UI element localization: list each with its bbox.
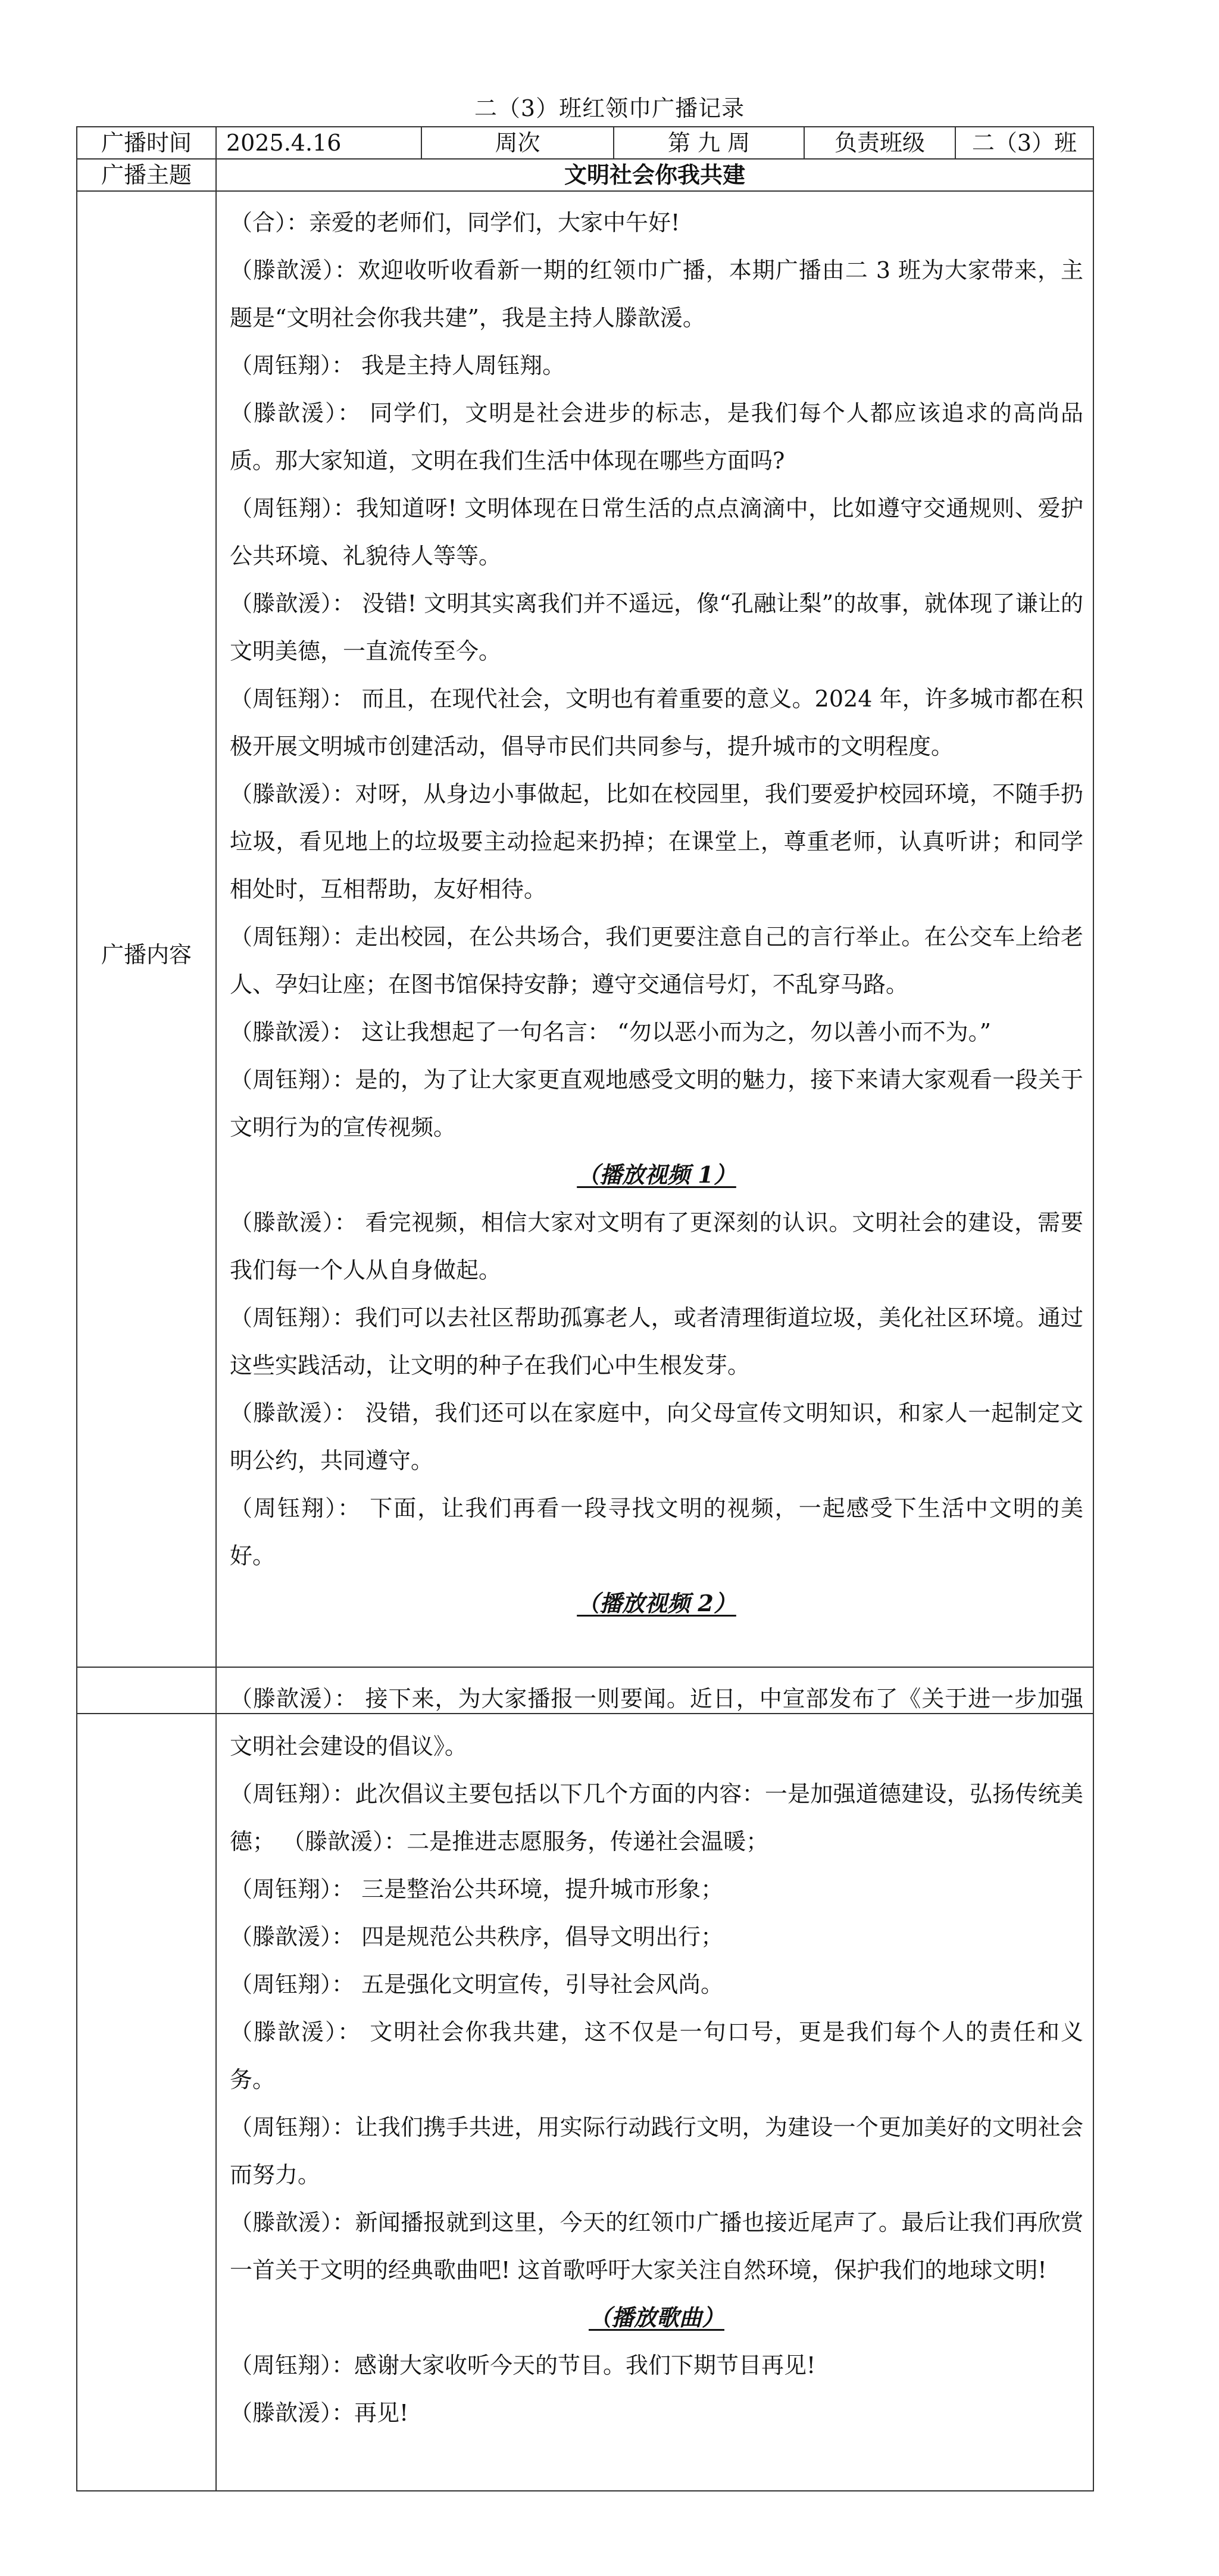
content-row <box>77 191 1093 1714</box>
dialogue-line: （滕歆湲）：再见! <box>230 2400 409 2426</box>
stage-direction: （播放视频 1） <box>577 1161 736 1188</box>
dialogue-line: （周钰翔）： 三是整治公共环境，提升城市形象； <box>230 1876 724 1902</box>
dialogue-line: （滕歆湲）： 同学们，文明是社会进步的标志，是我们每个人都应该追求的高尚品质。那大家知道，文明在我们生活中体现在哪些方面吗? <box>230 400 1083 474</box>
dialogue-line: （周钰翔）：是的，为了让大家更直观地感受文明的魅力，接下来请大家观看一段关于文明行为的宣传视频。 <box>230 1067 1083 1140</box>
dialogue-line: （周钰翔）：感谢大家收听今天的节目。我们下期节目再见! <box>230 2352 816 2378</box>
header-row <box>77 127 1093 159</box>
dialogue-line: （滕歆湲）： 这让我想起了一句名言： “勿以恶小而为之，勿以善小而不为。” <box>230 1019 992 1045</box>
broadcast-theme-value: 文明社会你我共建 <box>216 159 1093 191</box>
dialogue-line: （滕歆湲）： 没错，我们还可以在家庭中，向父母宣传文明知识，和家人一起制定文明公约，共同遵守。 <box>230 1400 1083 1474</box>
broadcast-record-table-continued <box>76 1667 1094 2491</box>
week-label: 周次 <box>421 127 614 159</box>
responsible-class-label: 负责班级 <box>804 127 955 159</box>
dialogue-line: （滕歆湲）：欢迎收听收看新一期的红领巾广播，本期广播由二 3 班为大家带来，主题是“文明社会你我共建”，我是主持人滕歆湲。 <box>230 257 1083 331</box>
dialogue-line: （周钰翔）：走出校园，在公共场合，我们更要注意自己的言行举止。在公交车上给老人、孕妇让座；在图书馆保持安静；遵守交通信号灯，不乱穿马路。 <box>230 924 1083 998</box>
theme-row <box>77 159 1093 191</box>
dialogue-line: （滕歆湲）： 没错! 文明其实离我们并不遥远，像“孔融让梨”的故事，就体现了谦让的文明美德，一直流传至今。 <box>230 590 1083 664</box>
dialogue-line: （周钰翔）： 而且，在现代社会，文明也有着重要的意义。2024 年，许多城市都在积极开展文明城市创建活动，倡导市民们共同参与，提升城市的文明程度。 <box>230 686 1083 759</box>
broadcast-content-part-1 <box>216 191 1093 1714</box>
responsible-class-value: 二（3）班 <box>955 127 1093 159</box>
stage-direction: （播放视频 2） <box>577 1590 736 1617</box>
stage-direction: （播放歌曲） <box>588 2304 724 2331</box>
dialogue-line: （周钰翔）： 五是强化文明宣传，引导社会风尚。 <box>230 1971 724 1997</box>
dialogue-line: （滕歆湲）： 四是规范公共秩序，倡导文明出行； <box>230 1924 724 1950</box>
dialogue-line: （滕歆湲）：对呀，从身边小事做起，比如在校园里，我们要爱护校园环境，不随手扔垃圾，看见地上的垃圾要主动捡起来扔掉；在课堂上，尊重老师，认真听讲；和同学相处时，互相帮助，友好相待。 <box>230 781 1083 902</box>
broadcast-theme-label: 广播主题 <box>77 159 216 191</box>
dialogue-line: （周钰翔）：让我们携手共进，用实际行动践行文明，为建设一个更加美好的文明社会而努力。 <box>230 2114 1083 2188</box>
dialogue-line: （滕歆湲）： 文明社会你我共建，这不仅是一句口号，更是我们每个人的责任和义务。 <box>230 2019 1083 2093</box>
dialogue-line: （周钰翔）：我知道呀! 文明体现在日常生活的点点滴滴中，比如遵守交通规则、爱护公共环境、礼貌待人等等。 <box>230 495 1083 569</box>
empty-label-cell <box>77 1667 216 2491</box>
broadcast-record-table <box>76 126 1094 1714</box>
dialogue-line: （滕歆湲）：新闻播报就到这里，今天的红领巾广播也接近尾声了。最后让我们再欣赏一首关于文明的经典歌曲吧! 这首歌呼吁大家关注自然环境，保护我们的地球文明! <box>230 2209 1083 2283</box>
dialogue-line: （合）：亲爱的老师们，同学们，大家中午好! <box>230 210 680 236</box>
dialogue-line: （周钰翔）：我们可以去社区帮助孤寡老人，或者清理街道垃圾，美化社区环境。通过这些实践活动，让文明的种子在我们心中生根发芽。 <box>230 1305 1083 1378</box>
content-row-continued <box>77 1667 1093 2491</box>
broadcast-time-label: 广播时间 <box>77 127 216 159</box>
dialogue-line: （滕歆湲）： 看完视频，相信大家对文明有了更深刻的认识。文明社会的建设，需要我们每一个人从自身做起。 <box>230 1209 1083 1283</box>
dialogue-line: （周钰翔）：此次倡议主要包括以下几个方面的内容：一是加强道德建设，弘扬传统美德； （滕歆湲）：二是推进志愿服务，传递社会温暖； <box>230 1781 1083 1855</box>
dialogue-line: （周钰翔）： 我是主持人周钰翔。 <box>230 352 565 379</box>
broadcast-content-part-2 <box>216 1667 1093 2491</box>
document-title: 二（3）班红领巾广播记录 <box>474 95 745 121</box>
dialogue-line: （周钰翔）： 下面，让我们再看一段寻找文明的视频，一起感受下生活中文明的美好。 <box>230 1495 1083 1569</box>
week-value: 第 九 周 <box>614 127 804 159</box>
broadcast-time-value: 2025.4.16 <box>216 127 421 159</box>
broadcast-content-label: 广播内容 <box>77 191 216 1714</box>
dialogue-line: （滕歆湲）： 接下来，为大家播报一则要闻。近日，中宣部发布了《关于进一步加强文明社会建设的倡议》。 <box>230 1686 1083 1759</box>
